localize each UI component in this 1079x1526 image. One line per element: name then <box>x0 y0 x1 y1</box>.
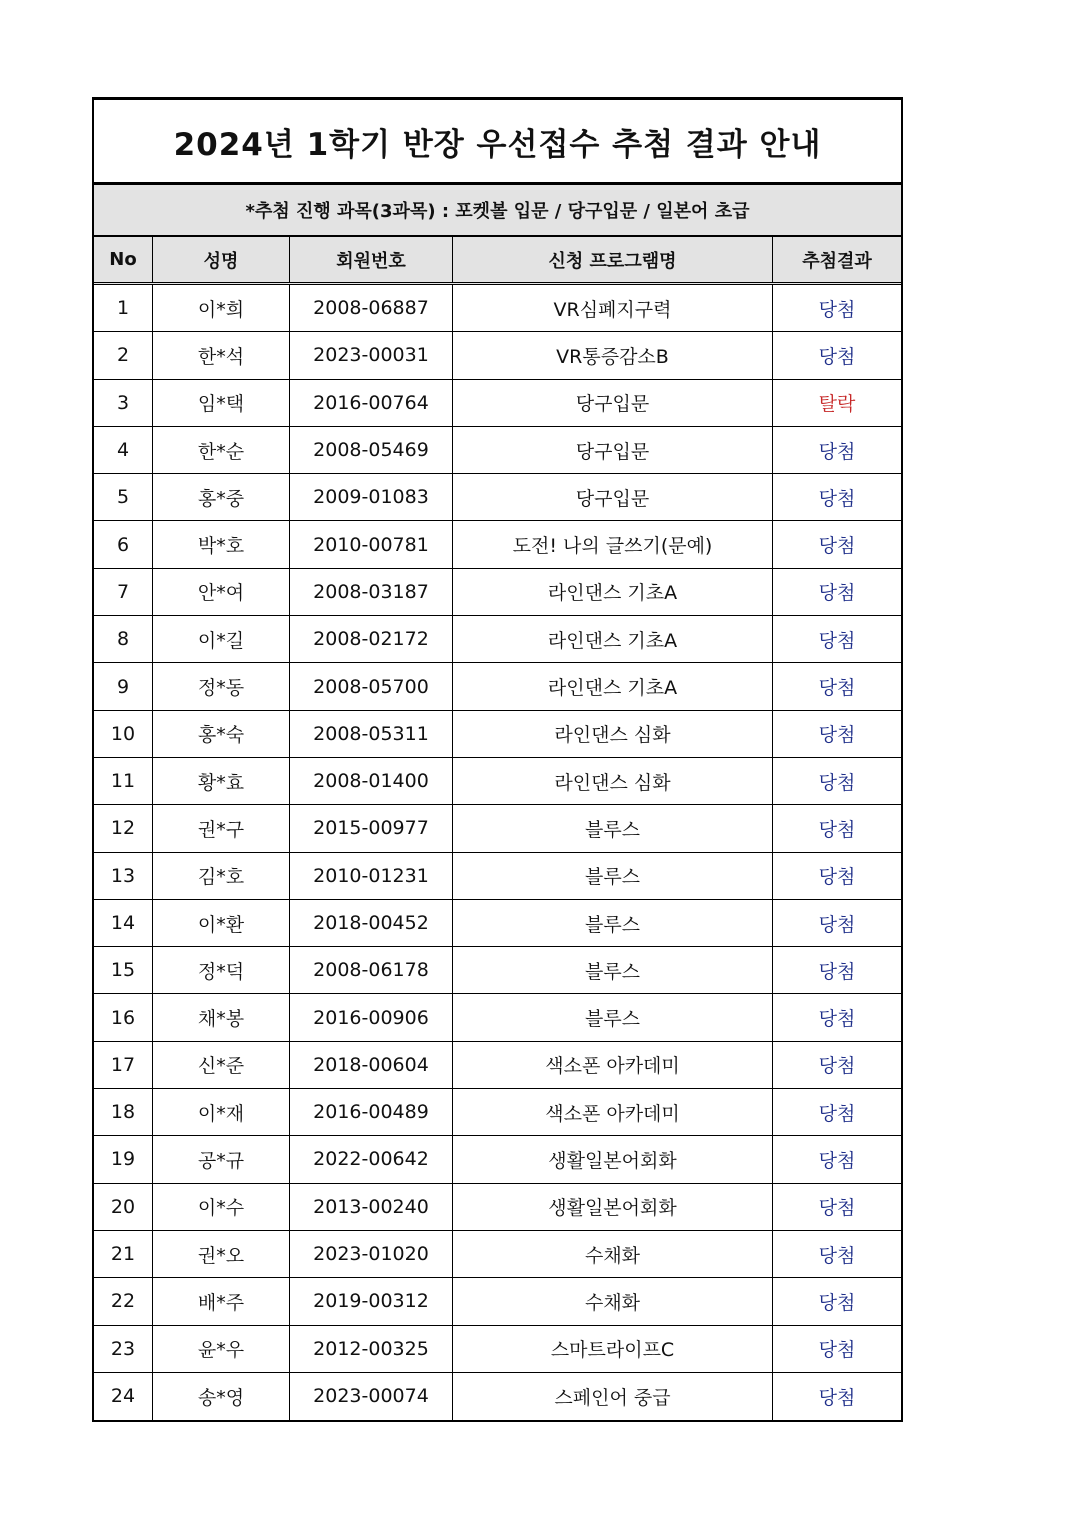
cell-member-id: 2023-00074 <box>290 1373 453 1420</box>
cell-result: 당첨 <box>818 960 856 983</box>
table-row <box>94 1278 901 1325</box>
cell-program: 당구입문 <box>453 380 773 426</box>
cell-no: 14 <box>94 900 153 946</box>
table-row <box>94 711 901 758</box>
table-row <box>94 332 901 379</box>
cell-name: 김*호 <box>153 853 290 899</box>
header-no: No <box>94 237 153 282</box>
cell-program: 라인댄스 기초A <box>453 616 773 662</box>
cell-result: 당첨 <box>818 1244 856 1267</box>
cell-result: 당첨 <box>818 535 856 558</box>
cell-no: 12 <box>94 805 153 851</box>
header-program: 신청 프로그램명 <box>453 237 773 282</box>
cell-no: 22 <box>94 1278 153 1324</box>
cell-no: 21 <box>94 1231 153 1277</box>
header-member-id: 회원번호 <box>290 237 453 282</box>
cell-program: 수채화 <box>453 1278 773 1324</box>
cell-no: 7 <box>94 569 153 615</box>
cell-result: 당첨 <box>818 629 856 652</box>
cell-no: 13 <box>94 853 153 899</box>
cell-name: 박*호 <box>153 521 290 567</box>
cell-name: 송*영 <box>153 1373 290 1420</box>
cell-result: 당첨 <box>818 1386 856 1409</box>
cell-result: 당첨 <box>818 913 856 936</box>
cell-program: 도전! 나의 글쓰기(문예) <box>453 521 773 567</box>
table-row <box>94 1326 901 1373</box>
cell-name: 한*석 <box>153 332 290 378</box>
table-row <box>94 758 901 805</box>
cell-member-id: 2008-01400 <box>290 758 453 804</box>
cell-member-id: 2023-01020 <box>290 1231 453 1277</box>
cell-program: 블루스 <box>453 853 773 899</box>
cell-name: 홍*중 <box>153 474 290 520</box>
cell-member-id: 2016-00489 <box>290 1089 453 1135</box>
cell-program: 생활일본어회화 <box>453 1136 773 1182</box>
cell-no: 4 <box>94 427 153 473</box>
cell-program: 블루스 <box>453 994 773 1040</box>
cell-program: 라인댄스 심화 <box>453 758 773 804</box>
subject-note: *추첨 진행 과목(3과목) : 포켓볼 입문 / 당구입문 / 일본어 초급 <box>94 185 901 237</box>
table-row <box>94 994 901 1041</box>
cell-name: 이*수 <box>153 1184 290 1230</box>
cell-program: 라인댄스 기초A <box>453 663 773 709</box>
cell-member-id: 2023-00031 <box>290 332 453 378</box>
cell-no: 1 <box>94 285 153 331</box>
cell-member-id: 2015-00977 <box>290 805 453 851</box>
table-row <box>94 1089 901 1136</box>
cell-member-id: 2008-06178 <box>290 947 453 993</box>
table-row <box>94 285 901 332</box>
header-result: 추첨결과 <box>802 250 872 272</box>
cell-result: 당첨 <box>818 818 856 841</box>
cell-member-id: 2008-06887 <box>290 285 453 331</box>
cell-name: 한*순 <box>153 427 290 473</box>
lottery-result-sheet <box>92 97 903 1422</box>
cell-name: 안*여 <box>153 569 290 615</box>
cell-member-id: 2009-01083 <box>290 474 453 520</box>
cell-member-id: 2008-02172 <box>290 616 453 662</box>
table-body <box>94 285 901 1420</box>
cell-program: 블루스 <box>453 947 773 993</box>
cell-no: 17 <box>94 1042 153 1088</box>
document-title: 2024년 1학기 반장 우선접수 추첨 결과 안내 <box>94 97 901 185</box>
cell-member-id: 2018-00452 <box>290 900 453 946</box>
cell-result: 당첨 <box>818 582 856 605</box>
table-row <box>94 521 901 568</box>
cell-name: 정*덕 <box>153 947 290 993</box>
table-row <box>94 569 901 616</box>
cell-member-id: 2019-00312 <box>290 1278 453 1324</box>
cell-name: 정*동 <box>153 663 290 709</box>
cell-no: 20 <box>94 1184 153 1230</box>
cell-program: 블루스 <box>453 805 773 851</box>
cell-no: 23 <box>94 1326 153 1372</box>
cell-program: 블루스 <box>453 900 773 946</box>
cell-name: 배*주 <box>153 1278 290 1324</box>
cell-result: 당첨 <box>818 1339 856 1362</box>
cell-no: 19 <box>94 1136 153 1182</box>
cell-program: 스페인어 중급 <box>453 1373 773 1420</box>
cell-member-id: 2010-01231 <box>290 853 453 899</box>
cell-member-id: 2010-00781 <box>290 521 453 567</box>
cell-result: 당첨 <box>818 771 856 794</box>
cell-name: 공*규 <box>153 1136 290 1182</box>
cell-no: 6 <box>94 521 153 567</box>
cell-result: 탈락 <box>818 393 856 416</box>
cell-result: 당첨 <box>818 487 856 510</box>
table-row <box>94 1042 901 1089</box>
table-row <box>94 474 901 521</box>
cell-name: 이*희 <box>153 285 290 331</box>
cell-no: 24 <box>94 1373 153 1420</box>
cell-no: 5 <box>94 474 153 520</box>
table-row <box>94 1184 901 1231</box>
cell-result: 당첨 <box>818 1102 856 1125</box>
header-name: 성명 <box>153 237 290 282</box>
cell-member-id: 2016-00906 <box>290 994 453 1040</box>
cell-member-id: 2022-00642 <box>290 1136 453 1182</box>
table-row <box>94 805 901 852</box>
cell-no: 15 <box>94 947 153 993</box>
table-row <box>94 427 901 474</box>
cell-member-id: 2008-05700 <box>290 663 453 709</box>
cell-result: 당첨 <box>818 1197 856 1220</box>
cell-name: 임*택 <box>153 380 290 426</box>
cell-result: 당첨 <box>818 724 856 747</box>
cell-program: 수채화 <box>453 1231 773 1277</box>
cell-name: 윤*우 <box>153 1326 290 1372</box>
cell-name: 채*봉 <box>153 994 290 1040</box>
cell-result: 당첨 <box>818 677 856 700</box>
cell-program: 라인댄스 기초A <box>453 569 773 615</box>
cell-result: 당첨 <box>818 1008 856 1031</box>
cell-program: 라인댄스 심화 <box>453 711 773 757</box>
table-row <box>94 1373 901 1420</box>
cell-no: 11 <box>94 758 153 804</box>
cell-member-id: 2018-00604 <box>290 1042 453 1088</box>
table-row <box>94 616 901 663</box>
cell-no: 18 <box>94 1089 153 1135</box>
cell-result: 당첨 <box>818 866 856 889</box>
cell-program: VR심폐지구력 <box>453 285 773 331</box>
cell-result: 당첨 <box>818 440 856 463</box>
cell-name: 홍*숙 <box>153 711 290 757</box>
cell-no: 10 <box>94 711 153 757</box>
table-row <box>94 900 901 947</box>
cell-name: 권*구 <box>153 805 290 851</box>
cell-program: 색소폰 아카데미 <box>453 1089 773 1135</box>
table-row <box>94 1231 901 1278</box>
cell-no: 9 <box>94 663 153 709</box>
cell-result: 당첨 <box>818 1149 856 1172</box>
cell-no: 3 <box>94 380 153 426</box>
cell-result: 당첨 <box>818 1291 856 1314</box>
table-header-row <box>94 237 901 285</box>
table-row <box>94 947 901 994</box>
table-row <box>94 380 901 427</box>
cell-no: 8 <box>94 616 153 662</box>
cell-result: 당첨 <box>818 1055 856 1078</box>
cell-name: 이*길 <box>153 616 290 662</box>
table-row <box>94 663 901 710</box>
cell-member-id: 2013-00240 <box>290 1184 453 1230</box>
cell-member-id: 2008-05311 <box>290 711 453 757</box>
cell-member-id: 2016-00764 <box>290 380 453 426</box>
cell-name: 황*효 <box>153 758 290 804</box>
cell-member-id: 2012-00325 <box>290 1326 453 1372</box>
cell-result: 당첨 <box>818 345 856 368</box>
cell-program: VR통증감소B <box>453 332 773 378</box>
cell-program: 당구입문 <box>453 474 773 520</box>
cell-program: 당구입문 <box>453 427 773 473</box>
cell-member-id: 2008-05469 <box>290 427 453 473</box>
cell-program: 스마트라이프C <box>453 1326 773 1372</box>
cell-no: 2 <box>94 332 153 378</box>
cell-name: 신*준 <box>153 1042 290 1088</box>
cell-no: 16 <box>94 994 153 1040</box>
cell-member-id: 2008-03187 <box>290 569 453 615</box>
cell-result: 당첨 <box>818 298 856 321</box>
cell-name: 이*재 <box>153 1089 290 1135</box>
cell-name: 권*오 <box>153 1231 290 1277</box>
table-row <box>94 1136 901 1183</box>
cell-name: 이*환 <box>153 900 290 946</box>
cell-program: 색소폰 아카데미 <box>453 1042 773 1088</box>
cell-program: 생활일본어회화 <box>453 1184 773 1230</box>
table-row <box>94 853 901 900</box>
